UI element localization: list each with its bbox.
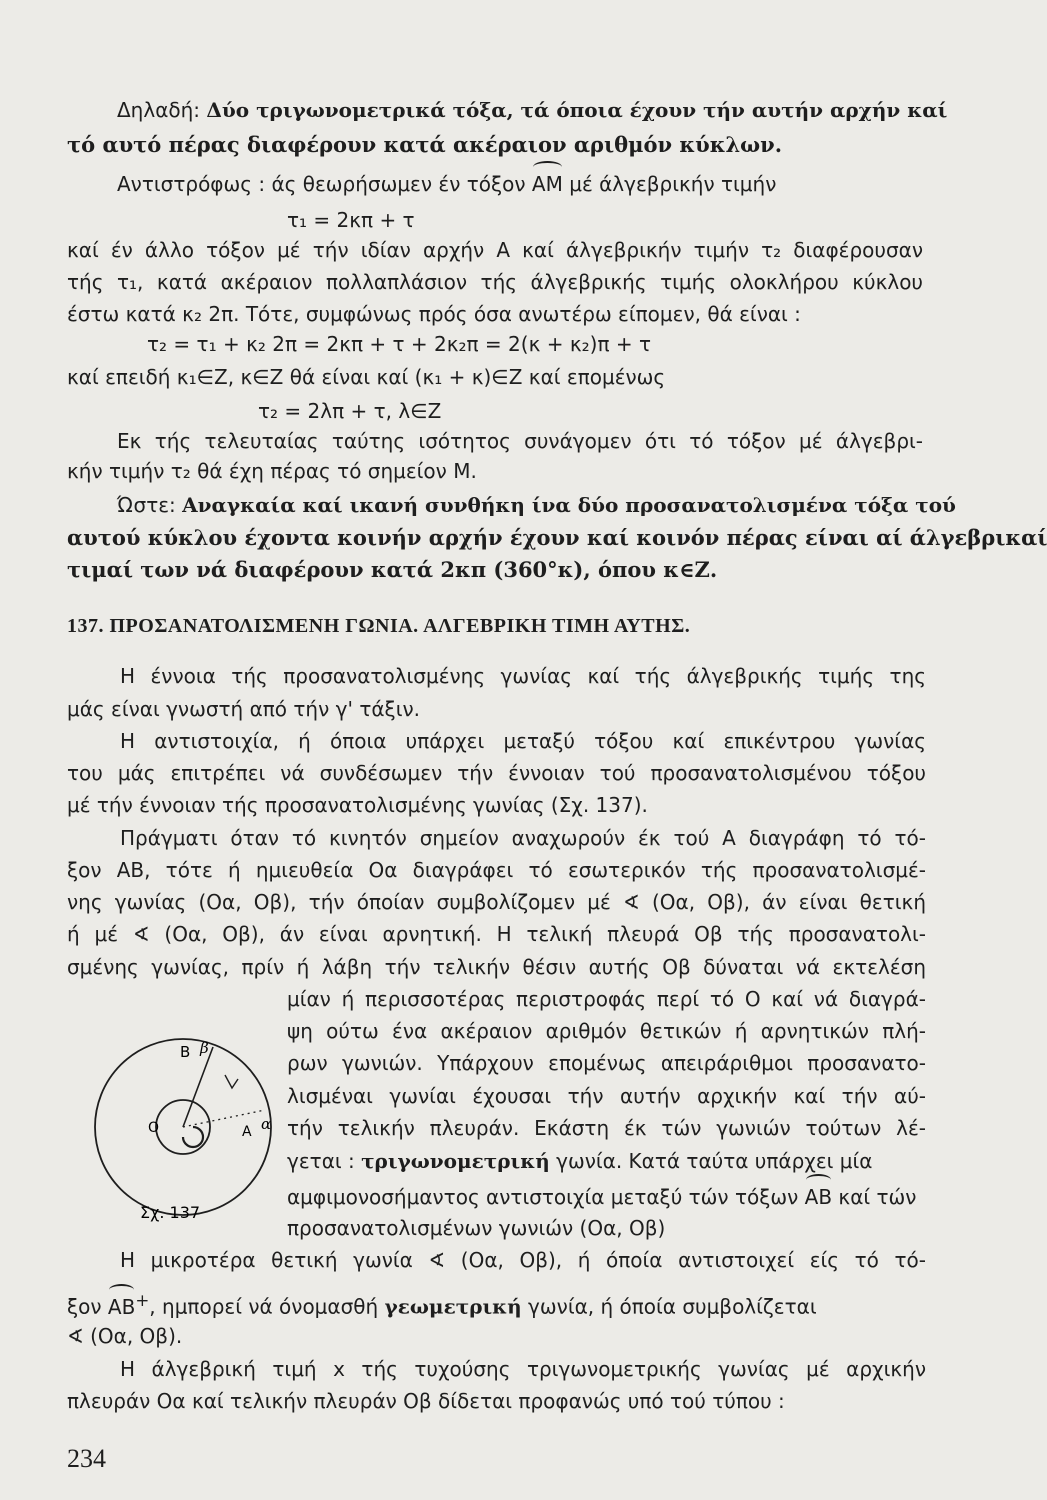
term-geometric: γεωμετρική: [384, 1294, 522, 1319]
text-line: καί έν άλλο τόξον μέ τήν ιδίαν αρχήν Α καί άλγεβρικήν τιμήν τ₂ διαφέρουσαν: [67, 238, 923, 262]
arc-mark: ΑΒ: [804, 1185, 833, 1209]
text-line: κήν τιμήν τ₂ θά έχη πέρας τό σημείον Μ.: [67, 459, 477, 483]
text-line: τής τ₁, κατά ακέραιον πολλαπλάσιον τής άλγεβρικής τιμής ολοκλήρου κύκλου: [67, 270, 923, 294]
ray-oa: [183, 1110, 265, 1127]
text-line: [287, 1147, 926, 1175]
text-line: προσανατολισμένων γωνιών (Οα, Οβ): [287, 1216, 666, 1240]
equation: τ₂ = τ₁ + κ₂ 2π = 2κπ + τ + 2κ₂π = 2(κ + κ₂)π + τ: [147, 332, 651, 356]
text-line: μάς είναι γνωστή από τήν γ' τάξιν.: [67, 697, 420, 721]
rotation-arrow: [183, 1127, 203, 1147]
text-line: τήν τελικήν πλευράν. Εκάστη έκ τών γωνιών τούτων λέ-: [287, 1116, 926, 1140]
text-line: αυτού κύκλου έχοντα κοινήν αρχήν έχουν καί κοινόν πέρας είναι αί άλγεβρικαί: [67, 525, 1047, 550]
text-line: νης γωνίας (Οα, Οβ), τήν όποίαν συμβολίζομεν μέ ∢ (Οα, Οβ), άν είναι θετική: [67, 890, 926, 914]
line-1-bold: Δύο τριγωνομετρικά τόξα, τά όποια έχουν τήν αυτήν αρχήν καί: [206, 98, 948, 122]
text-line: ξον ΑΒ+, ημπορεί νά όνομασθή γεωμετρική γωνία, ή όποία συμβολίζεται: [67, 1291, 817, 1319]
line-1-intro: Δηλαδή:: [117, 98, 207, 122]
text-line: Η αντιστοιχία, ή όποια υπάρχει μεταξύ τόξου καί επικέντρου γωνίας: [120, 729, 926, 753]
text-line: ρων γωνιών. Υπάρχουν επομένως απειράριθμοι προσανατο-: [287, 1051, 926, 1075]
term-trigonometric: τριγωνομετρική: [361, 1149, 550, 1173]
text-line: πλευράν Οα καί τελικήν πλευράν Οβ δίδεται προφανώς υπό τού τύπου :: [67, 1389, 785, 1413]
arc-mark: ΑΒ: [107, 1294, 136, 1319]
line-intro: γεται :: [287, 1149, 362, 1173]
text-line: ψη ούτω ένα ακέραιον αριθμόν θετικών ή αρνητικών πλή-: [287, 1019, 926, 1043]
text-line: [117, 491, 956, 519]
equation: τ₁ = 2κπ + τ: [287, 208, 415, 232]
line-rest: γωνία. Κατά ταύτα υπάρχει μία: [549, 1149, 873, 1173]
figure-137: [80, 1035, 280, 1225]
label-B: Β: [180, 1043, 191, 1061]
text-line: τό αυτό πέρας διαφέρουν κατά ακέραιον αριθμόν κύκλων.: [67, 132, 783, 157]
label-A: Α: [242, 1124, 252, 1140]
text-line: καί επειδή κ₁∈Ζ, κ∈Ζ θά είναι καί (κ₁ + κ)∈Ζ καί επομένως: [67, 365, 666, 389]
text-line: του μάς επιτρέπει νά συνδέσωμεν τήν έννοιαν τού προσανατολισμένου τόξου: [67, 761, 926, 785]
label-b: β: [200, 1039, 209, 1057]
text-line: Η άλγεβρική τιμή x τής τυχούσης τριγωνομετρικής γωνίας μέ αρχικήν: [120, 1357, 926, 1381]
conclusion-bold: Αναγκαία καί ικανή συνθήκη ίνα δύο προσανατολισμένα τόξα τού: [182, 493, 956, 517]
equation: τ₂ = 2λπ + τ, λ∈Ζ: [258, 399, 442, 423]
text-line: Πράγματι όταν τό κινητόν σημείον αναχωρούν έκ τού Α διαγράφη τό τό-: [120, 826, 926, 850]
text-line: [117, 96, 948, 124]
text-line: τιμαί των νά διαφέρουν κατά 2κπ (360°κ), όπου κ∈Ζ.: [67, 557, 718, 582]
label-O: Ο: [148, 1120, 160, 1136]
conclusion-intro: Ώστε:: [117, 493, 183, 517]
label-a: α: [261, 1115, 272, 1133]
text-line: Αντιστρόφως : άς θεωρήσωμεν έν τόξον ΑΜ μέ άλγεβρικήν τιμήν: [117, 172, 777, 196]
section-heading: 137. ΠΡΟΣΑΝΑΤΟΛΙΣΜΕΝΗ ΓΩΝΙΑ. ΑΛΓΕΒΡΙΚΗ ΤΙΜΗ ΑΥΤΗΣ.: [67, 615, 691, 637]
arc-mark: ΑΜ: [531, 172, 563, 196]
text-line: λισμέναι γωνίαι έχουσαι τήν αυτήν αρχικήν καί τήν αύ-: [287, 1084, 926, 1108]
direction-arrow-icon: [225, 1075, 238, 1088]
text-line: Η μικροτέρα θετική γωνία ∢ (Οα, Οβ), ή όποία αντιστοιχεί είς τό τό-: [120, 1248, 926, 1272]
text-line: ή μέ ∢ (Οα, Οβ), άν είναι αρνητική. Η τελική πλευρά Οβ τής προσανατολι-: [67, 922, 926, 946]
text-line: έστω κατά κ₂ 2π. Τότε, συμφώνως πρός όσα ανωτέρω είπομεν, θά είναι :: [67, 302, 801, 326]
text-line: Η έννοια τής προσανατολισμένης γωνίας καί τής άλγεβρικής τιμής της: [120, 664, 926, 688]
figure-caption: Σχ. 137: [140, 1203, 201, 1222]
text-line: Εκ τής τελευταίας ταύτης ισότητος συνάγομεν ότι τό τόξον μέ άλγεβρι-: [117, 429, 923, 453]
text-line: μίαν ή περισσοτέρας περιστροφάς περί τό Ο καί νά διαγρά-: [287, 987, 926, 1011]
text-line: ξον ΑΒ, τότε ή ημιευθεία Οα διαγράφει τό εσωτερικόν τής προσανατολισμέ-: [67, 858, 926, 882]
text-line: σμένης γωνίας, πρίν ή λάβη τήν τελικήν θέσιν αυτής Οβ δύναται νά εκτελέση: [67, 955, 926, 979]
page-number: 234: [67, 1444, 106, 1473]
text-line: αμφιμονοσήμαντος αντιστοιχία μεταξύ τών τόξων ΑΒ καί τών: [287, 1185, 917, 1209]
text-line: μέ τήν έννοιαν τής προσανατολισμένης γωνίας (Σχ. 137).: [67, 793, 648, 817]
text-line: ∢ (Οα, Οβ).: [67, 1324, 183, 1348]
